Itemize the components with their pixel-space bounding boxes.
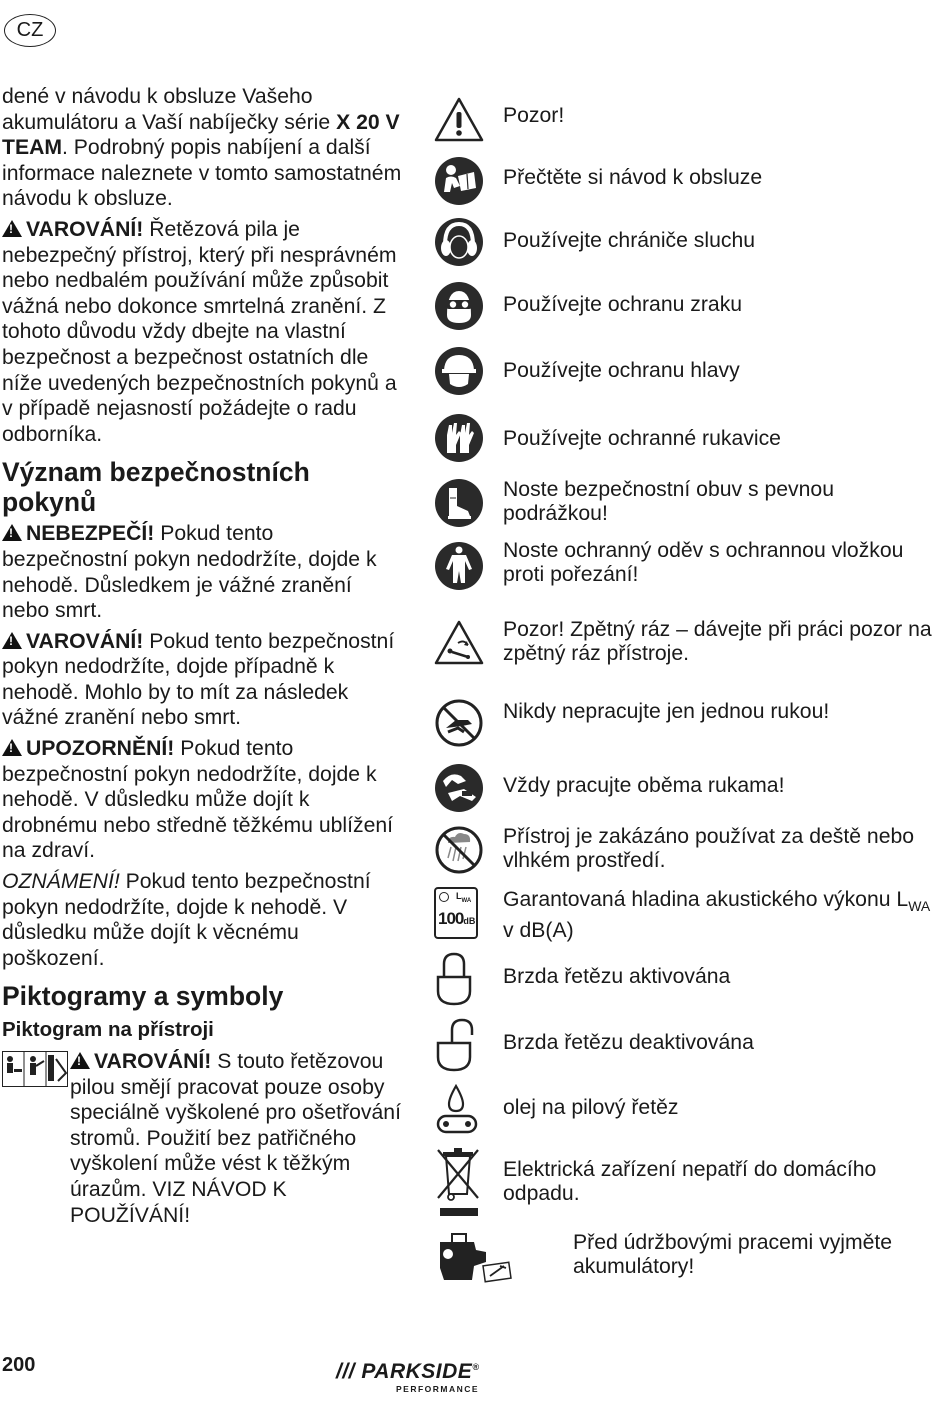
head-protection-icon [434,346,484,396]
warning-triangle-icon [2,524,22,541]
symbol-row [432,478,947,538]
symbol-row: Přístroj je zakázáno používat za deště nebo vlhkém prostředí. [432,825,947,885]
hearing-protection-icon [434,217,484,267]
left-column [2,84,402,1228]
symbol-row: Pozor! Zpětný ráz – dávejte při práci pozor na zpětný ráz přístroje. [432,619,947,679]
brand-name: PARKSIDE [361,1360,473,1383]
symbol-row: Používejte ochranné rukavice [432,413,947,473]
symbol-row: Vždy pracujte oběma rukama! [432,762,947,822]
symbol-row [432,886,947,946]
no-rain-icon [434,825,484,875]
parkside-logo: /// PARKSIDE® PERFORMANCE [336,1360,480,1394]
eye-protection-icon [434,281,484,331]
danger-paragraph: !NEBEZPEČÍ! Pokud tento bezpečnostní pokyn nedodržíte, dojde k nehodě. Důsledkem je vážné zranění nebo smrt. [2,521,402,623]
warning-triangle-icon [2,220,22,237]
warning-paragraph: !VAROVÁNÍ! Řetězová pila je nebezpečný přístroj, který při nesprávném nebo nedbalém používání může způsobit vážná nebo dokonce smrtelná zranění. Z tohoto důvodu vždy dbejte na vlastní bezpečnost a bezpečnost ostatních dle níže uvedených bezpečnostních pokynů a v případě nejasností požádejte o radu odborníka. [2,217,402,447]
safety-boots-icon [434,478,484,528]
symbol-row: Nikdy nepracujte jen jednou rukou! [432,698,947,758]
protective-gloves-icon [434,413,484,463]
chain-brake-on-icon [434,951,474,1007]
sound-waves-icon [439,892,449,902]
language-code: CZ [16,19,44,41]
warning-triangle-icon [70,1052,90,1069]
chain-brake-off-icon [434,1017,478,1073]
warning-triangle-icon [2,632,22,649]
symbol-row: Před údržbovými pracemi vyjměte akumulátory! [432,1228,947,1288]
intro-paragraph: dené v návodu k obsluze Vašeho akumulátoru a Vaší nabíječky série X 20 V TEAM. Podrobný popis nabíjení a další informace naleznete v tomto samostatném návodu k obsluze. [2,85,402,211]
device-pictogram-block [2,1049,402,1228]
warning-triangle-icon [2,739,22,756]
read-manual-icon [434,156,484,206]
trained-operator-pictogram-icon [2,1051,68,1087]
symbol-row: Pozor! [432,96,947,156]
symbol-row: Brzda řetězu aktivována [432,951,947,1011]
subheading-device-pictogram: Piktogram na přístroji [2,1018,214,1042]
symbol-row: Používejte ochranu zraku [432,280,947,340]
warning-triangle-icon [434,96,484,146]
notice-paragraph: OZNÁMENÍ! Pokud tento bezpečnostní pokyn nedodržíte, dojde k nehodě. V důsledku může dojít k věcnému poškození. [2,870,371,970]
symbol-row: Brzda řetězu deaktivována [432,1017,947,1077]
symbol-row: Používejte chrániče sluchu [432,216,947,276]
brand-subline: PERFORMANCE [396,1384,480,1394]
kickback-warning-icon [434,619,484,669]
caution-paragraph: !UPOZORNĚNÍ! Pokud tento bezpečnostní pokyn nedodržíte, dojde k nehodě. V důsledku může dojít k drobnému nebo středně těžkému ublížení na zdraví. [2,736,402,864]
section-heading-meaning: Význam bezpečnostních pokynů [2,457,310,518]
symbol-text: Noste bezpečnostní obuv s pevnou podrážkou! [503,478,834,525]
remove-battery-icon [434,1228,514,1284]
symbol-row: Používejte ochranu hlavy [432,345,947,405]
warning-level-paragraph: !VAROVÁNÍ! Pokud tento bezpečnostní pokyn nedodržíte, dojde případně k nehodě. Mohlo by to mít za následek vážné zranění nebo smrt. [2,629,402,731]
symbol-row: Elektrická zařízení nepatří do domácího odpadu. [432,1146,947,1206]
language-badge [4,14,56,47]
two-hands-icon [434,763,484,813]
sound-power-icon: $L_{WA}$ 100dB [434,887,478,939]
section-heading-pictograms: Piktogramy a symboly [2,981,284,1012]
page-number: 200 [2,1354,36,1376]
symbol-row: olej na pilový řetěz [432,1084,947,1144]
product-series: X 20 V TEAM [2,110,400,160]
chain-oil-icon [434,1084,480,1138]
weee-bin-icon [434,1146,482,1220]
device-warning-text: !VAROVÁNÍ! S touto řetězovou pilou smějí pracovat pouze osoby speciálně vyškolené pro ošetřování stromů. Použití bez patřičného vyškolení může vést k těžkým úrazům. VIZ NÁVOD K POUŽÍVÁNÍ! [70,1049,402,1228]
no-one-hand-icon [434,698,484,748]
symbol-row: Noste ochranný oděv s ochrannou vložkou proti pořezání! [432,541,947,601]
protective-clothing-icon [434,541,484,591]
symbol-text: Garantovaná hladina akustického výkonu $L_{WA}$ v dB(A) [503,888,931,942]
brand-slashes-icon: /// [336,1360,356,1383]
symbol-row: Přečtěte si návod k obsluze [432,156,947,216]
